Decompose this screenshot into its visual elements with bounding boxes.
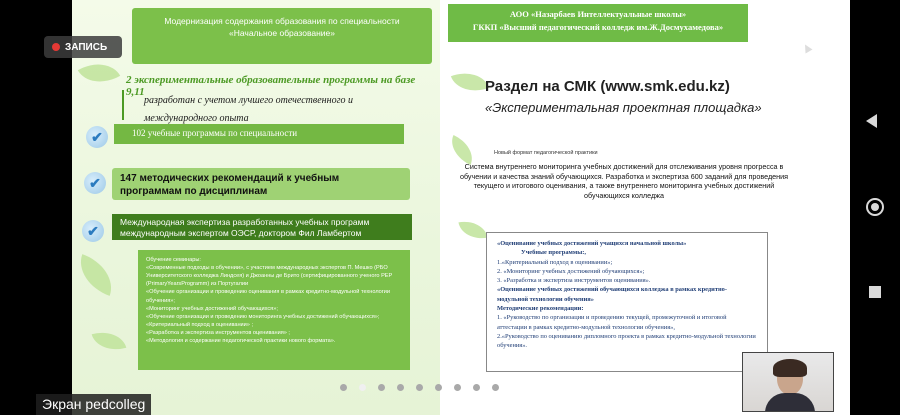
page-dot[interactable]: [340, 384, 347, 391]
triangle-back-icon[interactable]: [866, 114, 877, 128]
page-dot[interactable]: [435, 384, 442, 391]
seminar-line: «Мониторинг учебных достижений обучающихся»;: [146, 305, 278, 312]
right-left-stripe: [440, 0, 480, 415]
seminar-line: «Обучение организации и проведению мониторинга учебных достижений обучающихся»;: [146, 313, 380, 320]
checkmark-icon: ✔: [84, 172, 106, 194]
record-dot-icon: [52, 43, 60, 51]
box-line: 3. «Разработка и экспертиза инструментов оценивания».: [497, 277, 651, 285]
box-line: 1.«Критериальный подход в оценивании»;: [497, 258, 613, 266]
person-hair: [773, 359, 807, 377]
seminar-line: «Разработка и экспертиза инструментов оценивания» ;: [146, 329, 290, 336]
square-recent-icon[interactable]: [869, 286, 881, 298]
box-line: Учебные программы:,: [521, 249, 586, 257]
left-slide: [72, 0, 440, 415]
screen-share-label: Экран pedcolleg: [36, 394, 151, 415]
left-header-banner: [132, 8, 432, 64]
box-line: «Оценивание учебных достижений обучающихся колледжа в рамках кредитно-модульной технологии обучения»: [497, 286, 727, 303]
box-line: 1. «Руководство по организации и проведению текущей, промежуточной и итоговой аттестации в рамках кредитно-модульной технологии обучения»,: [497, 314, 727, 331]
smk-title: Раздел на СМК (www.smk.edu.kz): [485, 78, 730, 95]
seminars-box: [138, 250, 410, 370]
page-dot[interactable]: [492, 384, 499, 391]
seminar-line: «Современные подходы в обучении», с участием международных экспертов П. Мешко (РБО Университетского колледжа Линдсея) и Джоанны де Брито (сертифицированного ученого РЕР (PrimaryYearsProgramm) из Португалии: [146, 265, 393, 288]
webcam-thumbnail[interactable]: [742, 352, 834, 412]
assessment-box: [486, 232, 768, 372]
person-body: [765, 393, 815, 412]
recommendations-bar: 147 методических рекомендаций к учебным программам по дисциплинам: [112, 168, 410, 200]
left-heading: 2 экспериментальные образовательные программы на базе 9,11: [126, 74, 416, 98]
smk-subtitle: «Экспериментальная проектная площадка»: [485, 100, 762, 115]
record-label: ЗАПИСЬ: [65, 41, 108, 53]
monitoring-paragraph: Система внутреннего мониторинга учебных достижений для отслеживания уровня прогресса в обучении и качества знаний обучающихся. Разработка и экспертиза 600 заданий для проведения текущего и итогового оценивания, а также внутреннего мониторинга учебных достижений обучающихся колледжа: [459, 162, 789, 201]
practice-note: Новый формат педагогической практики: [494, 150, 598, 156]
box-line: 2. «Мониторинг учебных достижений обучающихся»;: [497, 267, 645, 275]
page-dot[interactable]: [397, 384, 404, 391]
leaf-decoration-icon: [92, 326, 127, 355]
box-line: «Оценивание учебных достижений учащихся начальной школы»: [497, 240, 687, 247]
page-dot[interactable]: [454, 384, 461, 391]
slide-pagination: [340, 384, 499, 391]
box-line: Методические рекомендации:: [497, 304, 584, 312]
circle-home-icon[interactable]: [866, 198, 884, 216]
seminar-line: Обучение семинары:: [146, 257, 201, 263]
left-subheading: разработан с учетом лучшего отечественного и международного опыта: [122, 90, 382, 120]
org-banner: АОО «Назарбаев Интеллектуальные школы» ГККП «Высший педагогический колледж им.Ж.Досмухамедова»: [448, 4, 748, 42]
leaf-decoration-icon: [78, 53, 120, 93]
page-dot-active[interactable]: [359, 384, 366, 391]
expertise-bar: Международная экспертиза разработанных учебных программ международным экспертом ОЭСР, доктором Фил Ламбертом: [112, 214, 412, 240]
page-dot[interactable]: [473, 384, 480, 391]
record-button[interactable]: [44, 36, 122, 58]
page-dot[interactable]: [416, 384, 423, 391]
page-dot[interactable]: [378, 384, 385, 391]
programs-bar: 102 учебные программы по специальности: [114, 124, 404, 144]
header-line-2: «Начальное образование»: [229, 27, 335, 38]
header-line-1: Модернизация содержания образования по специальности: [164, 16, 400, 26]
checkmark-icon: ✔: [82, 220, 104, 242]
seminar-line: «Критериальный подход в оценивании» ;: [146, 321, 254, 328]
leaf-decoration-icon: [72, 254, 120, 296]
box-line: 2.«Руководство по оцениванию дипломного проекта в рамках кредитно-модульной технологии обучения».: [497, 332, 756, 350]
seminar-line: «Обучение организации и проведению оценивания в рамках кредитно-модульной технологии обучения»;: [146, 289, 391, 304]
seminar-line: «Методология и содержание педагогической практики нового формата».: [146, 338, 336, 345]
checkmark-icon: ✔: [86, 126, 108, 148]
